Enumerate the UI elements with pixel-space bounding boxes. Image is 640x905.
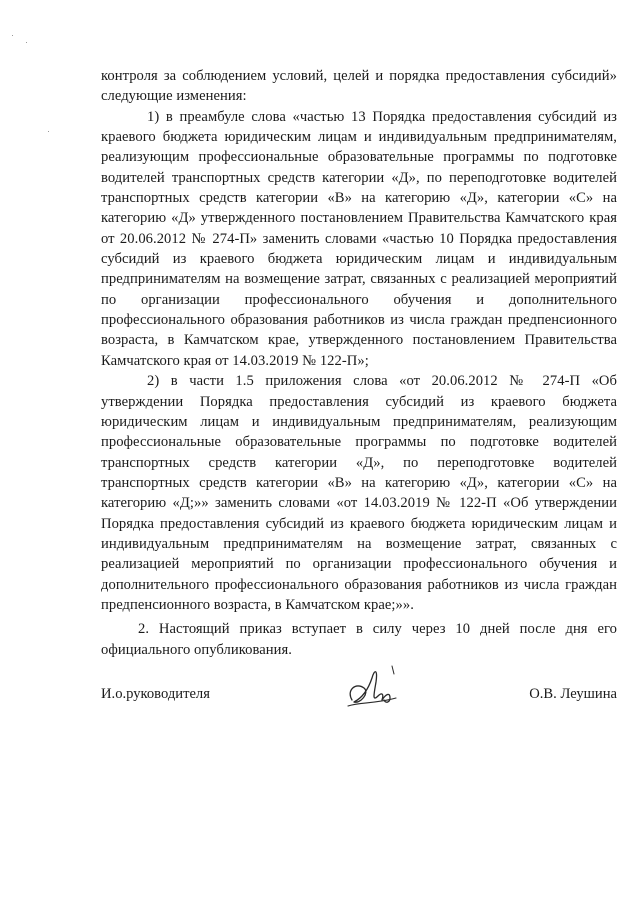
list-item-2: 2) в части 1.5 приложения слова «от 20.06.2012 № 274-П «Об утверждении Порядка предоставления субсидий из краевого бюджета юридическим лицам и индивидуальным предпринимателям, реализующим профессиональные образовательные программы по подготовке водителей транспортных средств категории «Д», по переподготовке водителей транспортных средств категории «В» на категорию «Д», категории «С» на категорию «Д;»» заменить словами «от 14.03.2019 № 122-П «Об утверждении Порядка предоставления субсидий из краевого бюджета юридическим лицам и индивидуальным предпринимателям на возмещение затрат, связанных с реализацией мероприятий по организации профессионального обучения и дополнительного профессионального образования работников из числа граждан предпенсионного возраста, в Камчатском крае;»». [101,373,617,613]
intro-paragraph: контроля за соблюдением условий, целей и порядка предоставления субсидий» следующие изменения: [101,68,617,105]
handwritten-signature [338,660,408,720]
scan-speck [26,42,27,43]
signatory-name: О.В. Леушина [529,686,617,702]
signatory-title: И.о.руководителя [101,686,210,702]
document-body [101,66,617,660]
signature-block [101,682,617,722]
clause-2-paragraph: 2. Настоящий приказ вступает в силу через 10 дней после дня его официального опубликования. [101,621,617,658]
list-item-1: 1) в преамбуле слова «частью 13 Порядка предоставления субсидий из краевого бюджета юридическим лицам и индивидуальным предпринимателям, реализующим профессиональные образовательные программы по подготовке водителей транспортных средств категории «Д», по переподготовке водителей транспортных средств категории «В» на категорию «Д», категории «С» на категорию «Д» утвержденного постановлением Правительства Камчатского края от 20.06.2012 № 274-П» заменить словами «частью 10 Порядка предоставления субсидий из краевого бюджета юридическим лицам и индивидуальным предпринимателям на возмещение затрат, связанных с реализацией мероприятий по организации профессионального обучения и дополнительного профессионального образования работников из числа граждан предпенсионного возраста, в Камчатском крае, утвержденного постановлением Правительства Камчатского края от 14.03.2019 № 122-П»; [101,108,617,369]
scan-speck [12,35,13,36]
scan-speck [48,131,49,132]
